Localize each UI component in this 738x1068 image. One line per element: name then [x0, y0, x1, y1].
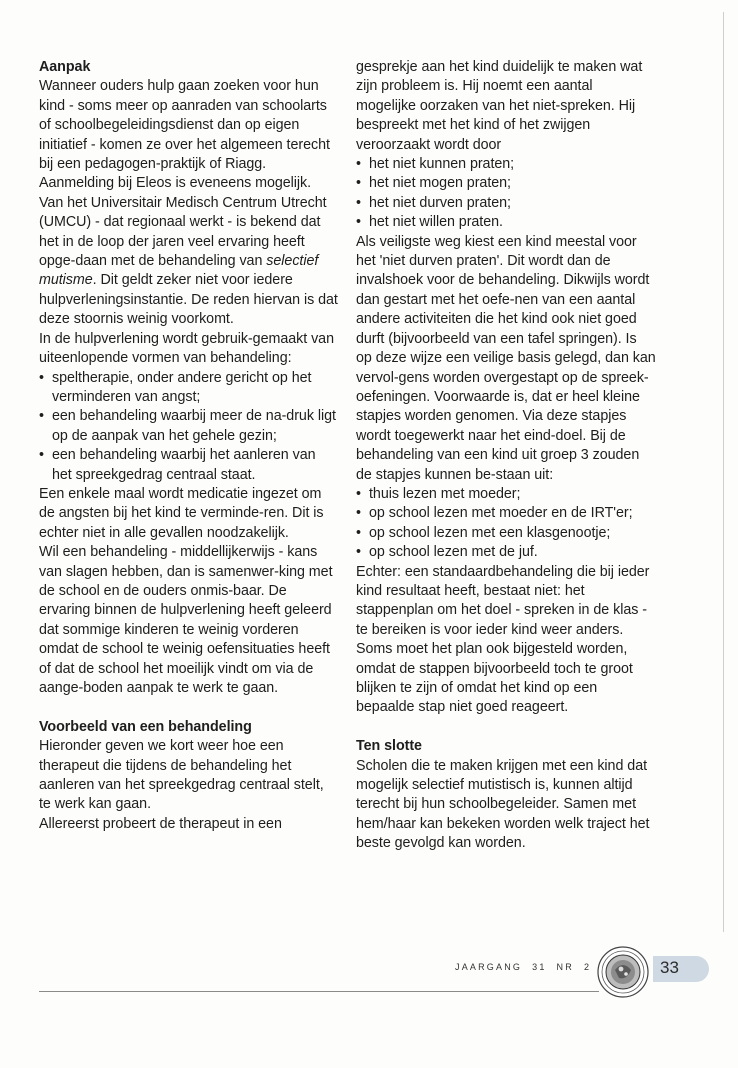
- list-item: • het niet kunnen praten;: [356, 155, 656, 174]
- section-spacer: [356, 718, 656, 737]
- causes-list: [356, 155, 656, 233]
- page-number: 33: [660, 958, 679, 977]
- paragraph-voorbeeld-2: Allereerst probeert de therapeut in een: [39, 815, 282, 832]
- aanpak-intro-text: Wanneer ouders hulp gaan zoeken voor hun kind - soms meer op aanraden van schoolarts of schoolbegeleidingsdienst dan op eigen initiatief - komen ze over het algemeen terecht bij een pedagogen-praktijk of Riagg. Aanmelding bij Eleos is eveneens mogelijk. Van het Universitair Medisch Centrum Utrecht (UMCU) - dat regionaal werkt - is bekend dat het in de loop der jaren veel ervaring heeft opge-daan met de behandeling van: [39, 78, 330, 270]
- page-edge-rule: [723, 12, 724, 932]
- list-item: • op school lezen met een klasgenootje;: [356, 524, 656, 543]
- paragraph-cooperation: Wil een behandeling - middellijkerwijs - kans van slagen hebben, dan is samenwer-king met de school en de ouders onmis-baar. De ervaring binnen de hulpverlening heeft geleerd dat sommige kinderen te weinig vorderen omdat de school te weinig oefensituaties heeft of dat de school het moeilijk vindt om via de aange-boden aanpak te werk te gaan.: [39, 544, 333, 696]
- list-item: • het niet willen praten.: [356, 213, 656, 232]
- paragraph-medication: Een enkele maal wordt medicatie ingezet om de angsten bij het kind te verminde-ren. Dit is echter niet in alle gevallen noodzakelijk.: [39, 485, 324, 541]
- paragraph-approach: Als veiligste weg kiest een kind meestal voor het 'niet durven praten'. Dit wordt dan de invalshoek voor de behandeling. Dikwijls wordt dan gestart met het oefe-nen van een aantal andere activiteiten die het kind ook niet goed durft (bijvoorbeeld van een tafel springen). Is op deze wijze een veilige basis gelegd, dan kan vervol-gens worden overgestapt op de spreek-oefeningen. Voorwaarde is, dat er heel kleine stapjes worden genomen. Via deze stapjes wordt toegewerkt naar het eind-doel. Bij de behandeling van een kind uit groep 3 zouden de stapjes kunnen be-staan uit:: [356, 233, 656, 483]
- right-column: [356, 58, 656, 854]
- left-column: [39, 58, 339, 834]
- list-item: • op school lezen met moeder en de IRT'er;: [356, 504, 656, 523]
- seal-emblem-icon: [597, 946, 649, 998]
- list-item: • op school lezen met de juf.: [356, 543, 656, 562]
- paragraph-ten-slotte: Scholen die te maken krijgen met een kind dat mogelijk selectief mutistisch is, kunnen altijd terecht bij hun schoolbegeleider. Samen met hem/haar kan bekeken worden welk traject het beste gevolgd kan worden.: [356, 757, 650, 852]
- paragraph-voorbeeld-1: Hieronder geven we kort weer hoe een therapeut die tijdens de behandeling het aanleren van het spreekgedrag centraal stelt, te werk kan gaan.: [39, 738, 324, 813]
- paragraph-conclusion: Echter: een standaardbehandeling die bij ieder kind resultaat heeft, bestaat niet: het stappenplan om het doel - spreken in de klas - te bereiken is voor ieder kind weer anders. Soms moet het plan ook bijgesteld worden, omdat de stappen bijvoorbeeld toch te groot blijken te zijn of omdat het kind op een bepaalde stap niet goed reageert.: [356, 563, 650, 716]
- list-item: • een behandeling waarbij meer de na-druk ligt op de aanpak van het gehele gezin;: [39, 407, 339, 446]
- section-spacer: [39, 698, 339, 717]
- term-selectief-mutisme: selectief mutisme: [39, 253, 319, 289]
- treatments-list: [39, 369, 339, 485]
- jaargang-value: 31: [532, 962, 547, 972]
- list-item: • het niet mogen praten;: [356, 174, 656, 193]
- list-item: • een behandeling waarbij het aanleren van het spreekgedrag centraal staat.: [39, 446, 339, 485]
- paragraph-continuation: gesprekje aan het kind duidelijk te maken wat zijn probleem is. Hij noemt een aantal mogelijke oorzaken van het niet-spreken. Hij bespreekt met het kind of het zwijgen veroorzaakt wordt door: [356, 59, 643, 153]
- list-item: • thuis lezen met moeder;: [356, 485, 656, 504]
- section-heading-voorbeeld: Voorbeeld van een behandeling: [39, 718, 252, 735]
- journal-issue-label: [455, 962, 601, 972]
- section-heading-aanpak: Aanpak: [39, 59, 91, 75]
- jaargang-label: JAARGANG: [455, 962, 523, 972]
- paragraph-treatments-intro: In de hulpverlening wordt gebruik-gemaakt van uiteenlopende vormen van behandeling:: [39, 330, 334, 367]
- steps-list: [356, 485, 656, 563]
- list-item: • speltherapie, onder andere gericht op het verminderen van angst;: [39, 369, 339, 408]
- paragraph-aanpak-intro: [39, 77, 339, 329]
- nr-label: NR: [556, 962, 574, 972]
- footer-rule: [39, 991, 599, 992]
- list-item: • het niet durven praten;: [356, 194, 656, 213]
- aanpak-intro-tail: . Dit geldt zeker niet voor iedere hulpverleningsinstantie. De reden hiervan is dat deze stoornis weinig voorkomt.: [39, 272, 338, 328]
- section-heading-ten-slotte: Ten slotte: [356, 738, 422, 755]
- nr-value: 2: [583, 962, 592, 972]
